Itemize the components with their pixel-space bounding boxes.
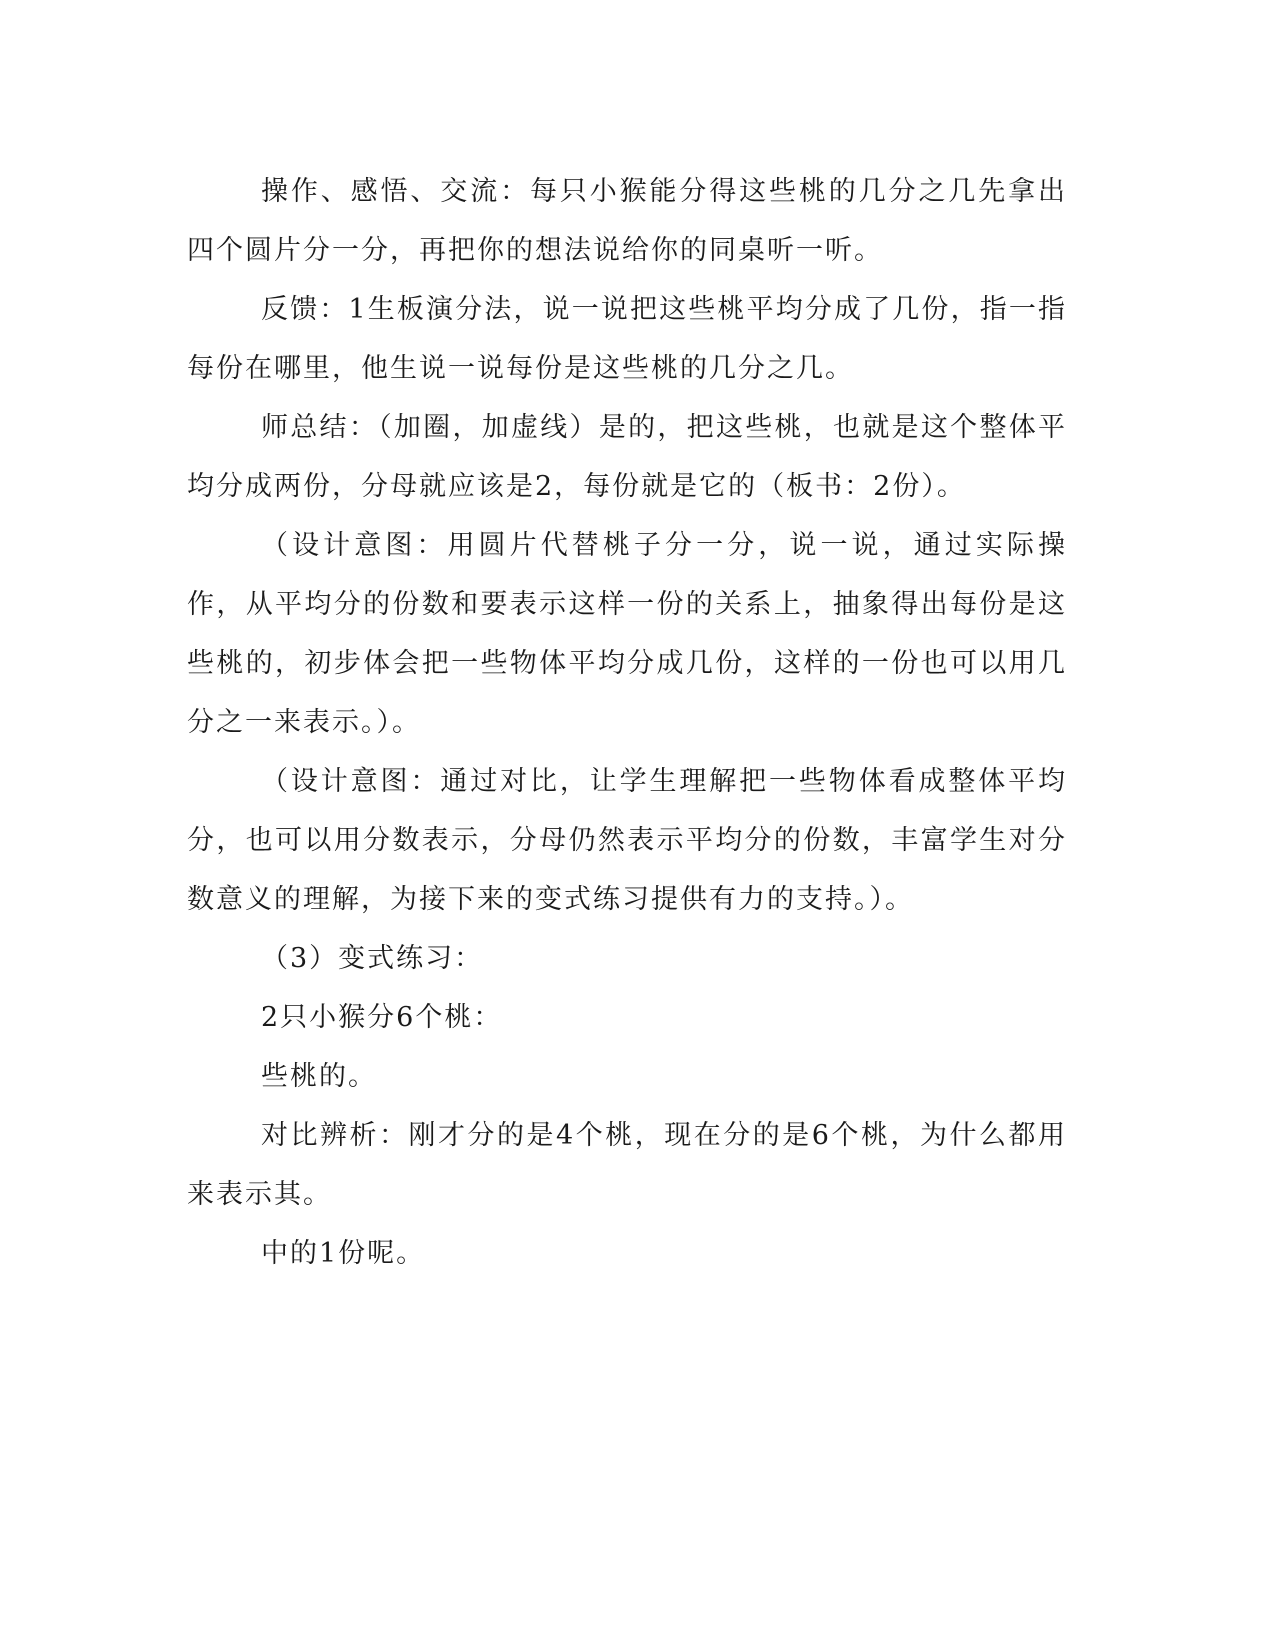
paragraph-variant-exercise: （3）变式练习： — [261, 943, 484, 974]
document-body — [187, 162, 1067, 1283]
paragraph-operation: 操作、感悟、交流：每只小猴能分得这些桃的几分之几先拿出四个圆片分一分，再把你的想法说给你的同桌听一听。 — [187, 176, 1067, 266]
paragraph-design-intent-2: （设计意图：通过对比，让学生理解把一些物体看成整体平均分，也可以用分数表示，分母仍然表示平均分的份数，丰富学生对分数意义的理解，为接下来的变式练习提供有力的支持。）。 — [187, 766, 1067, 915]
paragraph-feedback: 反馈：1生板演分法，说一说把这些桃平均分成了几份，指一指每份在哪里，他生说一说每份是这些桃的几分之几。 — [187, 294, 1067, 384]
paragraph-one-part: 中的1份呢。 — [261, 1238, 426, 1269]
paragraph-comparison: 对比辨析：刚才分的是4个桃，现在分的是6个桃，为什么都用来表示其。 — [187, 1120, 1067, 1210]
paragraph-monkeys-peaches: 2只小猴分6个桃： — [261, 1002, 503, 1033]
paragraph-peaches-fraction: 些桃的。 — [261, 1061, 377, 1092]
paragraph-design-intent-1: （设计意图：用圆片代替桃子分一分，说一说，通过实际操作，从平均分的份数和要表示这样一份的关系上，抽象得出每份是这些桃的，初步体会把一些物体平均分成几份，这样的一份也可以用几分之一来表示。）。 — [187, 530, 1067, 738]
paragraph-teacher-summary: 师总结：（加圈，加虚线）是的，把这些桃，也就是这个整体平均分成两份，分母就应该是2，每份就是它的（板书：2份）。 — [187, 412, 1067, 502]
